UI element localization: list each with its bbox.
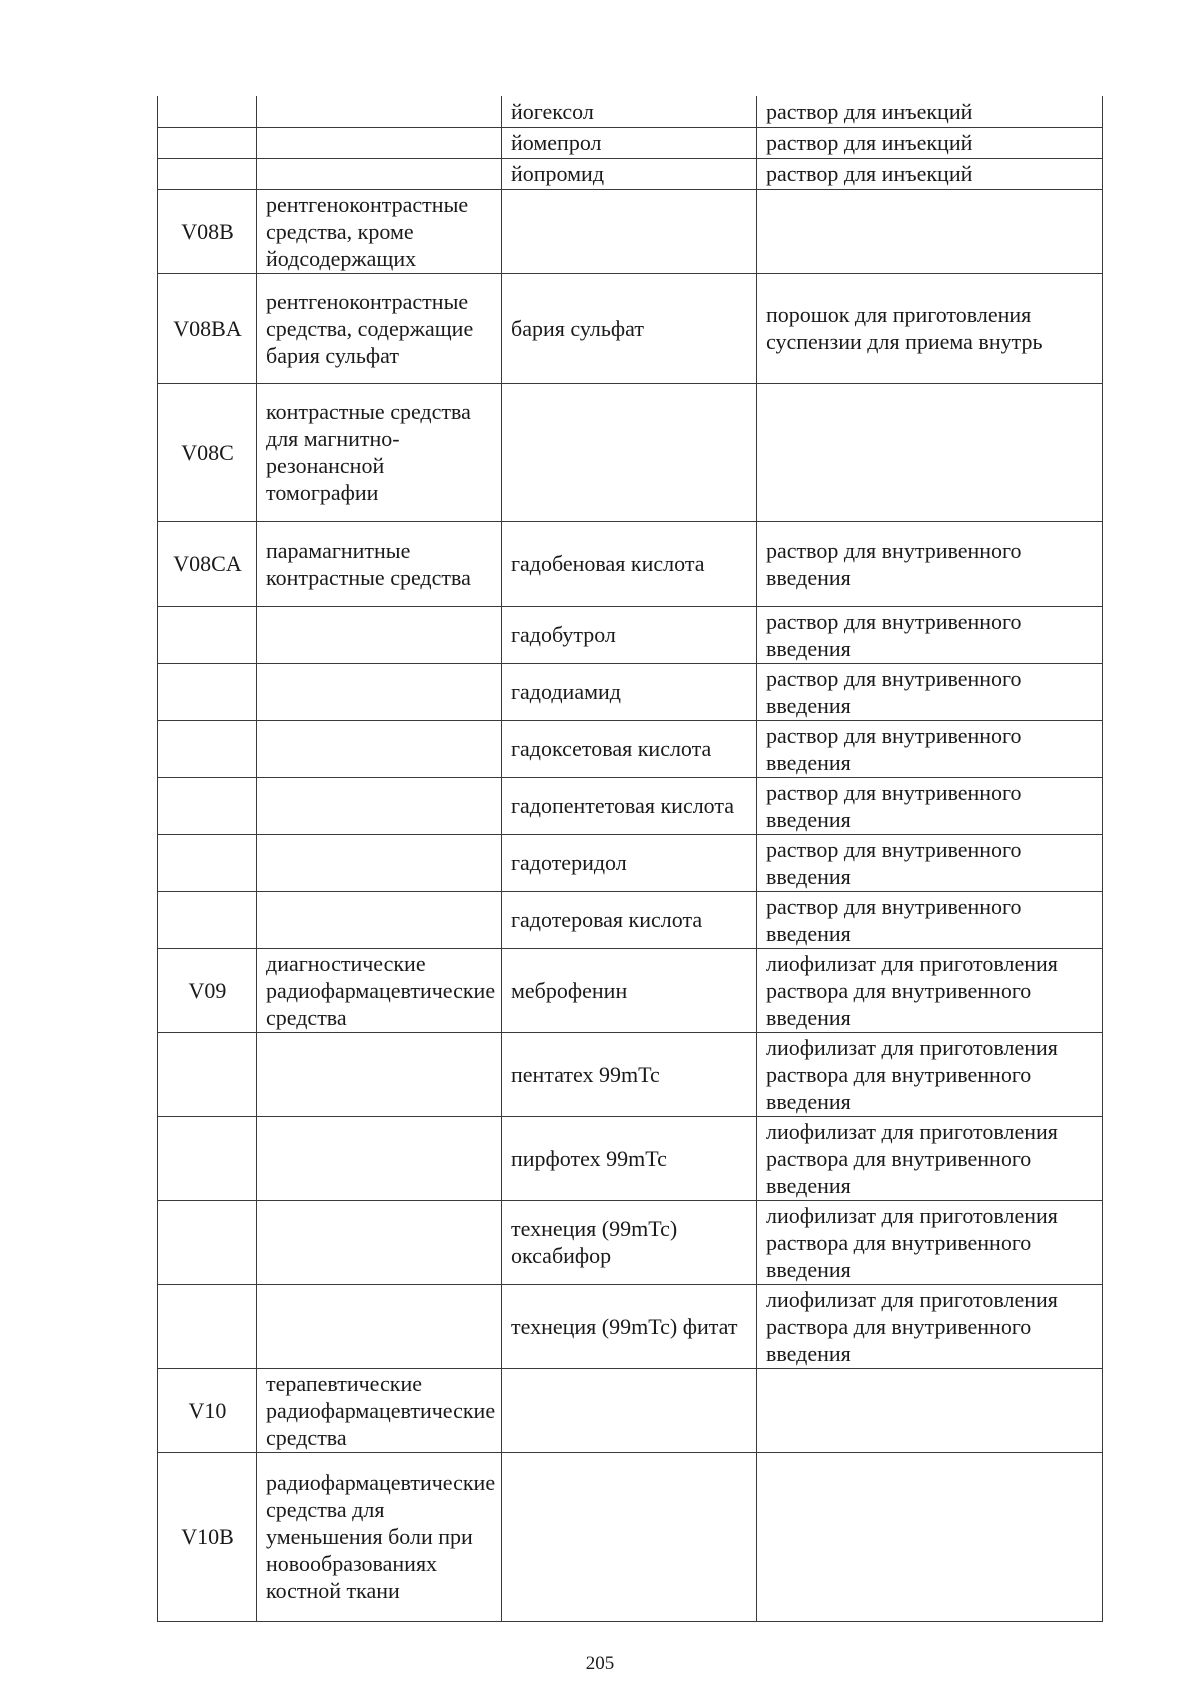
drug-classification-table (157, 96, 1103, 1622)
table-row (158, 891, 1103, 948)
pharmacological-group-cell: радиофармацевтические средства для уменьшения боли при новообразованиях костной ткани (257, 1452, 502, 1621)
pharmacological-group-cell: рентгеноконтрастные средства, кроме йодсодержащих (257, 189, 502, 273)
drug-name-cell: гадотеровая кислота (502, 891, 757, 948)
pharmacological-group-cell (257, 1032, 502, 1116)
dosage-form-cell: лиофилизат для приготовления раствора для внутривенного введения (757, 1116, 1103, 1200)
atc-code-cell (158, 777, 257, 834)
dosage-form-cell (757, 189, 1103, 273)
dosage-form-cell: раствор для внутривенного введения (757, 606, 1103, 663)
dosage-form-cell: лиофилизат для приготовления раствора для внутривенного введения (757, 1284, 1103, 1368)
table-row (158, 777, 1103, 834)
table-row (158, 96, 1103, 127)
drug-name-cell: гадопентетовая кислота (502, 777, 757, 834)
pharmacological-group-cell (257, 720, 502, 777)
drug-name-cell (502, 1368, 757, 1452)
table-row (158, 834, 1103, 891)
pharmacological-group-cell (257, 1284, 502, 1368)
table-row (158, 1200, 1103, 1284)
drug-name-cell: технеция (99mTc) фитат (502, 1284, 757, 1368)
atc-code-cell (158, 96, 257, 127)
table-row (158, 383, 1103, 521)
drug-name-cell: пирфотех 99mTc (502, 1116, 757, 1200)
pharmacological-group-cell (257, 127, 502, 158)
drug-name-cell (502, 1452, 757, 1621)
dosage-form-cell: раствор для внутривенного введения (757, 663, 1103, 720)
drug-name-cell: гадодиамид (502, 663, 757, 720)
drug-name-cell: гадобеновая кислота (502, 521, 757, 606)
atc-code-cell (158, 834, 257, 891)
table-body (158, 96, 1103, 1621)
atc-code-cell (158, 1284, 257, 1368)
table-row (158, 1368, 1103, 1452)
atc-code-cell (158, 663, 257, 720)
atc-code-cell (158, 1116, 257, 1200)
atc-code-cell (158, 891, 257, 948)
dosage-form-cell: раствор для внутривенного введения (757, 720, 1103, 777)
table-row (158, 1284, 1103, 1368)
pharmacological-group-cell: парамагнитные контрастные средства (257, 521, 502, 606)
dosage-form-cell (757, 1368, 1103, 1452)
table-row (158, 948, 1103, 1032)
drug-name-cell: йомепрол (502, 127, 757, 158)
table-row (158, 1452, 1103, 1621)
table-row (158, 1116, 1103, 1200)
pharmacological-group-cell (257, 1116, 502, 1200)
dosage-form-cell: лиофилизат для приготовления раствора для внутривенного введения (757, 1032, 1103, 1116)
table-row (158, 189, 1103, 273)
table-row (158, 127, 1103, 158)
table-row (158, 158, 1103, 189)
dosage-form-cell: раствор для инъекций (757, 127, 1103, 158)
drug-name-cell: бария сульфат (502, 273, 757, 383)
dosage-form-cell (757, 1452, 1103, 1621)
atc-code-cell (158, 1032, 257, 1116)
drug-name-cell (502, 189, 757, 273)
atc-code-cell (158, 158, 257, 189)
table-row (158, 720, 1103, 777)
atc-code-cell: V08BA (158, 273, 257, 383)
dosage-form-cell: раствор для внутривенного введения (757, 521, 1103, 606)
pharmacological-group-cell (257, 96, 502, 127)
drug-name-cell (502, 383, 757, 521)
drug-name-cell: технеция (99mTc) оксабифор (502, 1200, 757, 1284)
pharmacological-group-cell (257, 777, 502, 834)
drug-name-cell: гадотеридол (502, 834, 757, 891)
pharmacological-group-cell: диагностические радиофармацевтические средства (257, 948, 502, 1032)
pharmacological-group-cell (257, 834, 502, 891)
atc-code-cell: V10B (158, 1452, 257, 1621)
pharmacological-group-cell (257, 606, 502, 663)
atc-code-cell: V08CA (158, 521, 257, 606)
pharmacological-group-cell (257, 158, 502, 189)
table-row (158, 1032, 1103, 1116)
drug-name-cell: йогексол (502, 96, 757, 127)
atc-code-cell (158, 606, 257, 663)
table-row (158, 273, 1103, 383)
drug-name-cell: меброфенин (502, 948, 757, 1032)
atc-code-cell (158, 1200, 257, 1284)
page-number: 205 (585, 1653, 615, 1674)
atc-code-cell: V08B (158, 189, 257, 273)
dosage-form-cell (757, 383, 1103, 521)
atc-code-cell: V09 (158, 948, 257, 1032)
dosage-form-cell: порошок для приготовления суспензии для приема внутрь (757, 273, 1103, 383)
dosage-form-cell: раствор для инъекций (757, 158, 1103, 189)
pharmacological-group-cell: рентгеноконтрастные средства, содержащие бария сульфат (257, 273, 502, 383)
atc-code-cell (158, 720, 257, 777)
dosage-form-cell: раствор для внутривенного введения (757, 834, 1103, 891)
table-row (158, 521, 1103, 606)
pharmacological-group-cell: терапевтические радиофармацевтические средства (257, 1368, 502, 1452)
table-row (158, 606, 1103, 663)
atc-code-cell (158, 127, 257, 158)
dosage-form-cell: лиофилизат для приготовления раствора для внутривенного введения (757, 948, 1103, 1032)
dosage-form-cell: лиофилизат для приготовления раствора для внутривенного введения (757, 1200, 1103, 1284)
pharmacological-group-cell (257, 891, 502, 948)
drug-name-cell: пентатех 99mTc (502, 1032, 757, 1116)
pharmacological-group-cell (257, 663, 502, 720)
dosage-form-cell: раствор для инъекций (757, 96, 1103, 127)
drug-name-cell: йопромид (502, 158, 757, 189)
dosage-form-cell: раствор для внутривенного введения (757, 891, 1103, 948)
pharmacological-group-cell: контрастные средства для магнитно-резонансной томографии (257, 383, 502, 521)
atc-code-cell: V08C (158, 383, 257, 521)
atc-code-cell: V10 (158, 1368, 257, 1452)
drug-name-cell: гадоксетовая кислота (502, 720, 757, 777)
table-row (158, 663, 1103, 720)
drug-name-cell: гадобутрол (502, 606, 757, 663)
pharmacological-group-cell (257, 1200, 502, 1284)
dosage-form-cell: раствор для внутривенного введения (757, 777, 1103, 834)
